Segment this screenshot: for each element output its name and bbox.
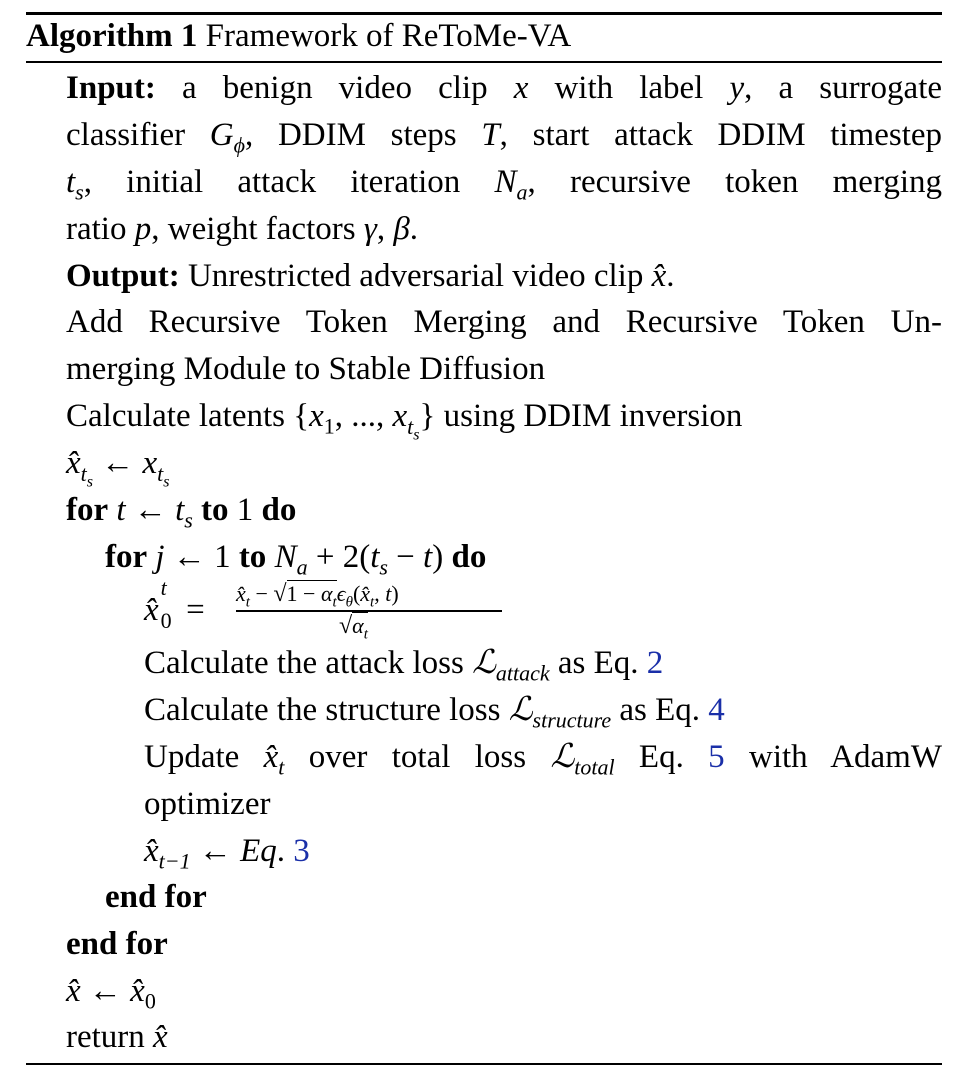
output-line: Output: Unrestricted adversarial video clip x̂. [66,258,675,294]
input-text: classifier [66,117,186,153]
keyword-end-for: end for [66,926,168,962]
keyword-for: for [66,492,109,528]
algorithm-caption [26,14,571,58]
step-return: return x̂ [66,1019,168,1055]
eq-reference-link[interactable]: 3 [293,833,310,869]
step-text: optimizer [144,786,271,822]
step-next-latent: $x̂_{t-1}$ ← Eq. 3 [144,833,310,874]
input-text: with label [554,70,704,106]
input-line-4: ratio p, weight factors γ, β. [66,211,419,247]
x0-denominator: $√\alpha_t$ [339,613,368,643]
algorithm-label: Algorithm 1 [26,18,198,54]
algorithm-title: Framework of ReToMe-VA [205,18,572,54]
step-text: Calculate the attack loss [144,645,464,681]
inner-end-for [105,875,207,919]
step-text: as Eq. [619,692,701,728]
keyword-end-for: end for [105,879,207,915]
input-keyword: Input: [66,70,156,106]
step-init-xhat: $x̂_{t_s}$ ← $x_{t_s}$ [66,445,170,490]
step-update: Update $x̂_t$ over total loss ℒ$_{total}$ Eq. 5 with AdamW [144,739,942,780]
input-text: , recursive token merging [527,164,942,200]
keyword-to: to [238,539,267,575]
input-line-3: $t_s$, initial attack iteration $N_a$, recursive token merging [66,164,942,205]
x0-fraction-bar [236,610,502,612]
output-text: Unrestricted adversarial video clip [187,258,644,294]
step-add-module-2 [66,347,545,391]
input-text: ratio [66,211,127,247]
eq-reference-link[interactable]: 5 [708,739,725,775]
step-add-module-1 [66,300,942,344]
caption-rule [26,61,942,63]
step-text: Eq. [638,739,684,775]
keyword-do: do [261,492,297,528]
outer-end-for [66,922,168,966]
step-final-assign: x̂ ← $x̂_0$ [66,973,156,1014]
step-text: Calculate the structure loss [144,692,501,728]
output-keyword: Output: [66,258,180,294]
x0-numerator: $x̂_t - √1$ − $\alpha_t\epsilon_\theta(x̂_t$, t) [236,581,399,611]
outer-for-line: for t ← $t_s$ to 1 do [66,492,297,533]
input-line-2: classifier $G_\phi$, DDIM steps T, start attack DDIM timestep [66,117,943,158]
step-structure-loss: Calculate the structure loss ℒ$_{structure}$ as Eq. 4 [144,692,725,733]
step-text: using DDIM inversion [443,398,743,434]
keyword-for: for [105,539,148,575]
keyword-to: to [201,492,229,528]
step-text: Add Recursive Token Merging and Recursive Token Un- [66,304,942,340]
input-text: , start attack DDIM timestep [499,117,943,153]
step-text: Calculate latents [66,398,285,434]
bottom-rule [26,1063,942,1065]
input-line-1: Input: a benign video clip x with label y, a surrogate [66,70,943,106]
step-update-cont [144,782,270,826]
step-text: as Eq. [557,645,639,681]
eq-reference-link[interactable]: 4 [708,692,725,728]
step-text: return [66,1019,145,1055]
input-text: , initial attack iteration [83,164,461,200]
step-calc-latents: Calculate latents {$x_1$, ..., $x_{t_s}$} using DDIM inversion [66,398,743,443]
input-text: , DDIM steps [245,117,457,153]
x0-estimate-lhs: x̂ t $_0$ = [144,575,205,633]
step-text: merging Module to Stable Diffusion [66,351,546,387]
step-attack-loss: Calculate the attack loss ℒ$_{attack}$ as Eq. 2 [144,645,664,686]
step-text: Update [144,739,240,775]
input-text: a benign video clip [182,70,488,106]
input-text: , a surrogate [744,70,943,106]
keyword-do: do [451,539,487,575]
step-text: over total loss [308,739,527,775]
step-text: with AdamW [749,739,942,775]
input-text: , weight factors [151,211,356,247]
inner-for-line: for j ← 1 to $N_a + 2(t_s - t)$ do [105,539,487,580]
eq-reference-link[interactable]: 2 [646,645,664,681]
